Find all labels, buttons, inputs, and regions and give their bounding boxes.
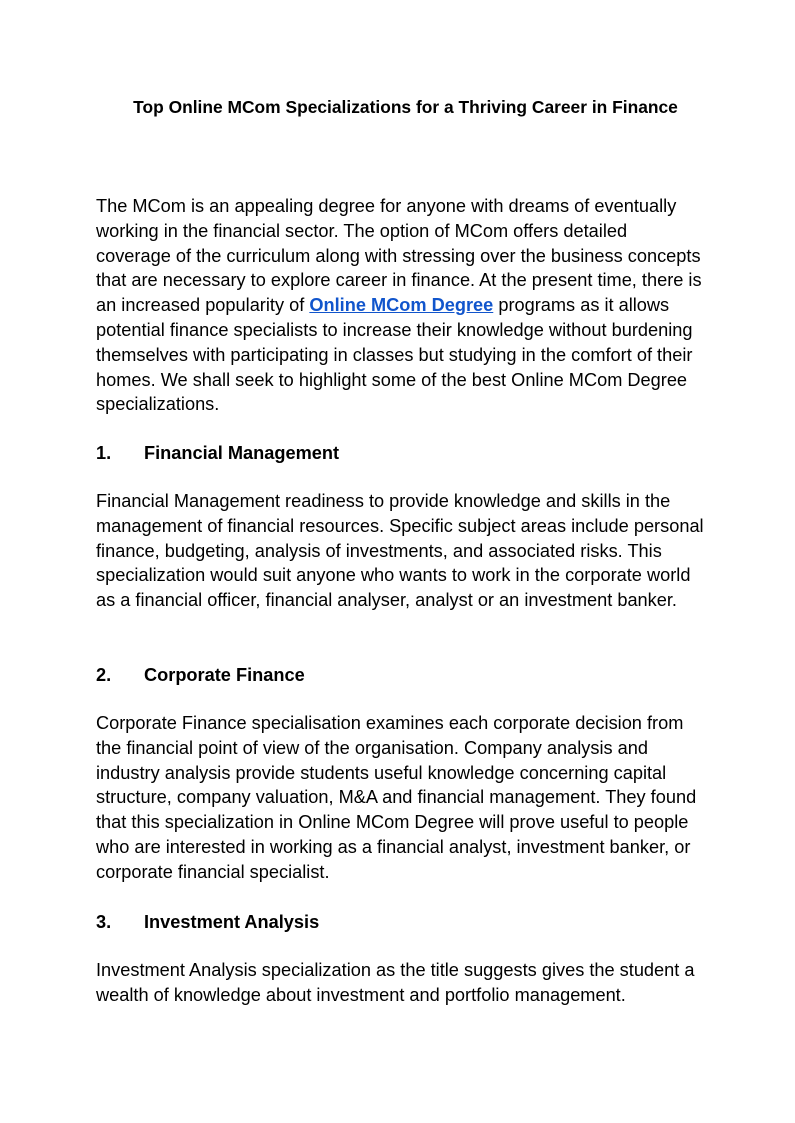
section-number: 1.	[96, 443, 112, 463]
section-number: 3.	[96, 912, 112, 932]
section-heading-investment-analysis	[96, 910, 319, 934]
section-heading-text: Investment Analysis	[144, 912, 320, 932]
section-heading-text: Financial Management	[144, 443, 340, 463]
section-number: 2.	[96, 665, 112, 685]
section-body-investment-analysis: Investment Analysis specialization as the title suggests gives the student a wealth of knowledge about investment and portfolio management.	[96, 960, 695, 1005]
section-body-corporate-finance: Corporate Finance specialisation examines each corporate decision from the financial point of view of the organisation. Company analysis and industry analysis provide students useful knowledge concerning capital structure, company valuation, M&A and financial management. They found that this specialization in Online MCom Degree will prove useful to people who are interested in working as a financial analyst, investment banker, or corporate financial specialist.	[96, 713, 697, 882]
intro-text-after-link: programs as it allows potential finance specialists to increase their knowledge without burdening themselves with participating in classes but studying in the comfort of their homes. We shall seek to highlight some of the best Online MCom Degree specializations.	[96, 295, 693, 415]
page-title: Top Online MCom Specializations for a Thriving Career in Finance	[133, 97, 678, 117]
section-heading-text: Corporate Finance	[144, 665, 305, 685]
intro-text-before-link: The MCom is an appealing degree for anyone with dreams of eventually working in the financial sector. The option of MCom offers detailed coverage of the curriculum along with stressing over the business concepts that are necessary to explore career in finance. At the present time, there is an increased popularity of	[96, 196, 702, 316]
section-body-financial-management: Financial Management readiness to provide knowledge and skills in the management of financial resources. Specific subject areas include personal finance, budgeting, analysis of investments, and associated risks. This specialization would suit anyone who wants to work in the corporate world as a financial officer, financial analyser, analyst or an investment banker.	[96, 491, 704, 611]
section-heading-financial-management	[96, 441, 339, 465]
intro-paragraph	[96, 194, 706, 417]
online-mcom-degree-link[interactable]: Online MCom Degree	[309, 295, 494, 316]
section-heading-corporate-finance	[96, 663, 305, 687]
